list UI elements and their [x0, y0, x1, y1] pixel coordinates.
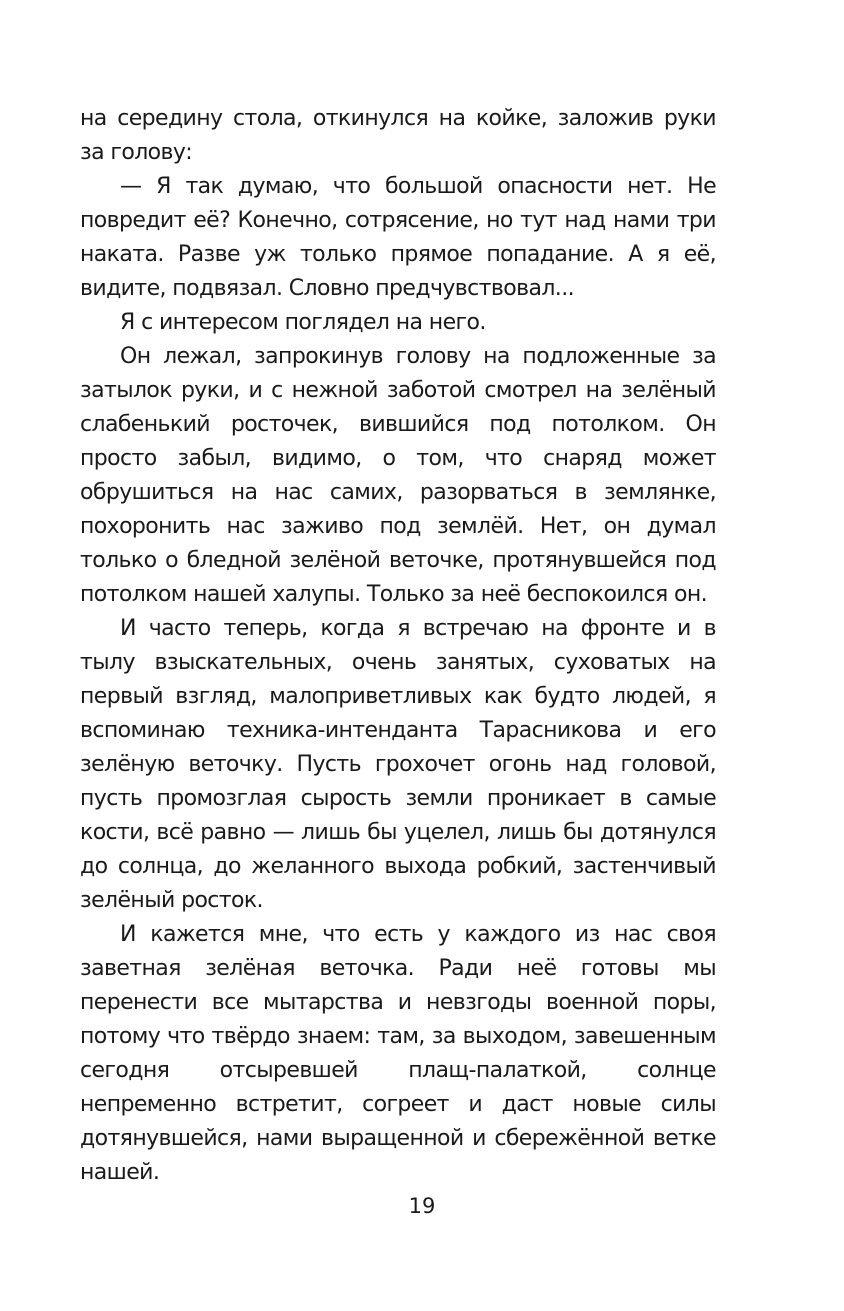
paragraph-continuation: на середину стола, откинулся на койке, заложив руки за голову:	[80, 106, 716, 165]
body-text	[80, 102, 716, 1190]
paragraph-dialogue: — Я так думаю, что большой опасности нет. Не повредит её? Конечно, сотрясение, но тут над нами три наката. Разве уж только прямое попадание. А я её, видите, подвязал. Словно предчувствовал...	[80, 174, 716, 301]
paragraph-lying: Он лежал, запрокинув голову на подложенные за затылок руки, и с нежной заботой смотрел на зелёный слабенький росточек, вившийся под потолком. Он просто забыл, видимо, о том, что снаряд может обрушиться на нас самих, разорваться в землянке, похоронить нас заживо под землёй. Нет, он думал только о бледной зелёной веточке, протянувшейся под потолком нашей халупы. Только за неё беспокоился он.	[80, 344, 716, 607]
paragraph-branch: И кажется мне, что есть у каждого из нас своя заветная зелёная веточка. Ради неё готовы мы перенести все мытарства и невзгоды военной поры, потому что твёрдо знаем: там, за выходом, завешенным сегодня отсыревшей плащ-палаткой, солнце непременно встретит, согреет и даст новые силы дотянувшейся, нами выращенной и сбережённой ветке нашей.	[80, 922, 716, 1185]
paragraph-interest: Я с интересом поглядел на него.	[120, 310, 486, 335]
paragraph-often-now: И часто теперь, когда я встречаю на фронте и в тылу взыскательных, очень занятых, суховатых на первый взгляд, малоприветливых как будто людей, я вспоминаю техника-интенданта Тарасникова и его зелёную веточку. Пусть грохочет огонь над головой, пусть промозглая сырость земли проникает в самые кости, всё равно — лишь бы уцелел, лишь бы дотянулся до солнца, до желанного выхода робкий, застенчивый зелёный росток.	[80, 616, 716, 913]
page-number: 19	[408, 1194, 436, 1218]
